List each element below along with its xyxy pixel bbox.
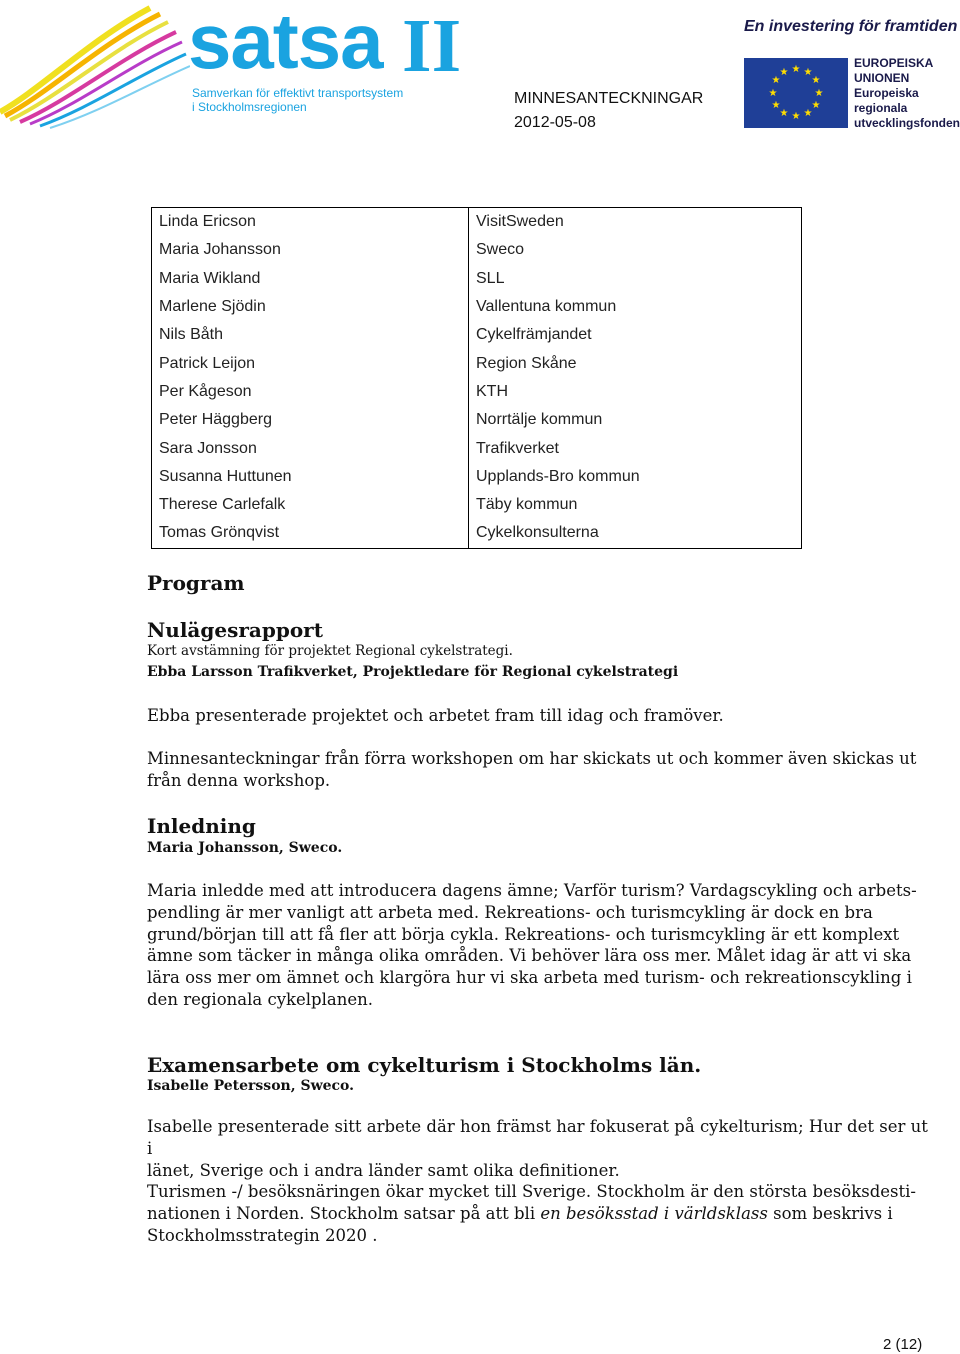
text-line (147, 1203, 937, 1225)
participant-name: Marlene Sjödin (152, 293, 469, 321)
participant-name: Therese Carlefalk (152, 491, 469, 519)
eu-label-line-2: UNIONEN (854, 71, 910, 85)
table-row (152, 265, 802, 293)
table-row (152, 293, 802, 321)
svg-text:★: ★ (771, 75, 781, 86)
page-number: 2 (12) (883, 1336, 923, 1353)
document-date: 2012-05-08 (514, 114, 596, 131)
text-segment: som beskrivs i (767, 1203, 893, 1223)
text-line: lära oss mer om ämnet och klargöra hur vi ska arbeta med turism- och rekreationscykling i (147, 968, 912, 988)
text-line: Minnesanteckningar från förra workshopen om har skickats ut och kommer även skickas ut (147, 749, 917, 768)
participant-org: KTH (469, 378, 802, 406)
svg-text:★: ★ (779, 67, 789, 78)
participant-org: Upplands-Bro kommun (469, 463, 802, 491)
participant-name: Maria Wikland (152, 265, 469, 293)
satsa-logo-swoosh (0, 0, 190, 130)
table-row (152, 349, 802, 377)
svg-text:★: ★ (791, 64, 801, 75)
text-line: länet, Sverige och i andra länder samt olika definitioner. (147, 1160, 620, 1180)
svg-text:★: ★ (811, 75, 821, 86)
participant-org: Vallentuna kommun (469, 293, 802, 321)
svg-text:★: ★ (811, 100, 821, 111)
text-line: den regionala cykelplanen. (147, 989, 373, 1009)
eu-label-line-4: regionala (854, 101, 908, 115)
eu-label-line-1: EUROPEISKA (854, 56, 934, 70)
svg-text:★: ★ (803, 67, 813, 78)
svg-text:★: ★ (803, 108, 813, 119)
svg-text:★: ★ (768, 88, 778, 99)
nulage-subtitle: Kort avstämning för projektet Regional cykelstrategi. (147, 643, 513, 659)
text-line: pendling är mer vanligt att arbeta med. Rekreations- och turismcykling är dock en bra (147, 902, 873, 922)
table-row (152, 236, 802, 264)
participant-name: Maria Johansson (152, 236, 469, 264)
document-type: MINNESANTECKNINGAR (514, 90, 704, 107)
svg-text:★: ★ (814, 88, 824, 99)
inledning-speaker: Maria Johansson, Sweco. (147, 840, 343, 856)
svg-text:★: ★ (791, 111, 801, 122)
nulage-heading: Nulägesrapport (147, 618, 323, 642)
participant-name: Tomas Grönqvist (152, 519, 469, 548)
text-line: Turismen -/ besöksnäringen ökar mycket till Sverige. Stockholm är den största besöksdesti- (147, 1182, 916, 1201)
participant-org: Sweco (469, 236, 802, 264)
text-line: från denna workshop. (147, 770, 331, 790)
table-row (152, 519, 802, 548)
eu-label-line-5: utvecklingsfonden (854, 116, 960, 130)
participant-name: Susanna Huttunen (152, 463, 469, 491)
participant-name: Peter Häggberg (152, 406, 469, 434)
logo-subtitle-line-2: i Stockholmsregionen (192, 100, 307, 114)
participant-org: SLL (469, 265, 802, 293)
participant-org: Cykelkonsulterna (469, 519, 802, 548)
text-segment: nationen i Norden. Stockholm satsar på att bli (147, 1203, 541, 1223)
examensarbete-paragraph-2 (147, 1181, 937, 1246)
inledning-heading: Inledning (147, 814, 256, 838)
logo-roman-numeral: II (402, 4, 462, 88)
participant-org: Trafikverket (469, 434, 802, 462)
table-row (152, 378, 802, 406)
nulage-paragraph-1: Ebba presenterade projektet och arbetet fram till idag och framöver. (147, 706, 724, 725)
table-row (152, 321, 802, 349)
participant-name: Nils Båth (152, 321, 469, 349)
participant-org: Cykelfrämjandet (469, 321, 802, 349)
text-line: Stockholmsstrategin 2020 . (147, 1225, 378, 1245)
table-row (152, 208, 802, 237)
logo-subtitle (192, 86, 403, 114)
eu-label (854, 56, 960, 131)
participant-org: Norrtälje kommun (469, 406, 802, 434)
text-line: ämne som täcker in många olika områden. Vi behöver lära oss mer. Målet idag är att vi ska (147, 946, 912, 966)
participant-org: Region Skåne (469, 349, 802, 377)
nulage-paragraph-2 (147, 748, 937, 792)
eu-flag-icon (744, 58, 848, 128)
table-row (152, 434, 802, 462)
nulage-speaker: Ebba Larsson Trafikverket, Projektledare för Regional cykelstrategi (147, 664, 679, 680)
logo-wordmark: satsa (188, 0, 383, 85)
examensarbete-heading: Examensarbete om cykelturism i Stockholms län. (147, 1053, 702, 1077)
participant-name: Linda Ericson (152, 208, 469, 237)
examensarbete-speaker: Isabelle Petersson, Sweco. (147, 1078, 355, 1094)
text-line: Maria inledde med att introducera dagens ämne; Varför turism? Vardagscykling och arbets- (147, 881, 917, 900)
table-row (152, 491, 802, 519)
participant-org: Täby kommun (469, 491, 802, 519)
text-line: Isabelle presenterade sitt arbete där hon främst har fokuserat på cykelturism; Hur det ser ut i (147, 1117, 928, 1158)
participant-name: Per Kågeson (152, 378, 469, 406)
logo-subtitle-line-1: Samverkan för effektivt transportsystem (192, 86, 404, 100)
eu-tagline: En investering för framtiden (744, 18, 958, 35)
inledning-paragraph (147, 880, 937, 1011)
table-row (152, 463, 802, 491)
text-line: grund/början till att få fler att börja cykla. Rekreations- och turismcykling är ett komplext (147, 924, 900, 944)
examensarbete-paragraph-1 (147, 1116, 937, 1181)
table-row (152, 406, 802, 434)
participant-name: Patrick Leijon (152, 349, 469, 377)
participants-table (151, 207, 802, 549)
participant-name: Sara Jonsson (152, 434, 469, 462)
emphasis-text: en besöksstad i världsklass (540, 1203, 768, 1223)
program-heading: Program (147, 571, 245, 595)
svg-text:★: ★ (779, 108, 789, 119)
svg-text:★: ★ (771, 100, 781, 111)
participant-org: VisitSweden (469, 208, 802, 237)
eu-label-line-3: Europeiska (854, 86, 919, 100)
